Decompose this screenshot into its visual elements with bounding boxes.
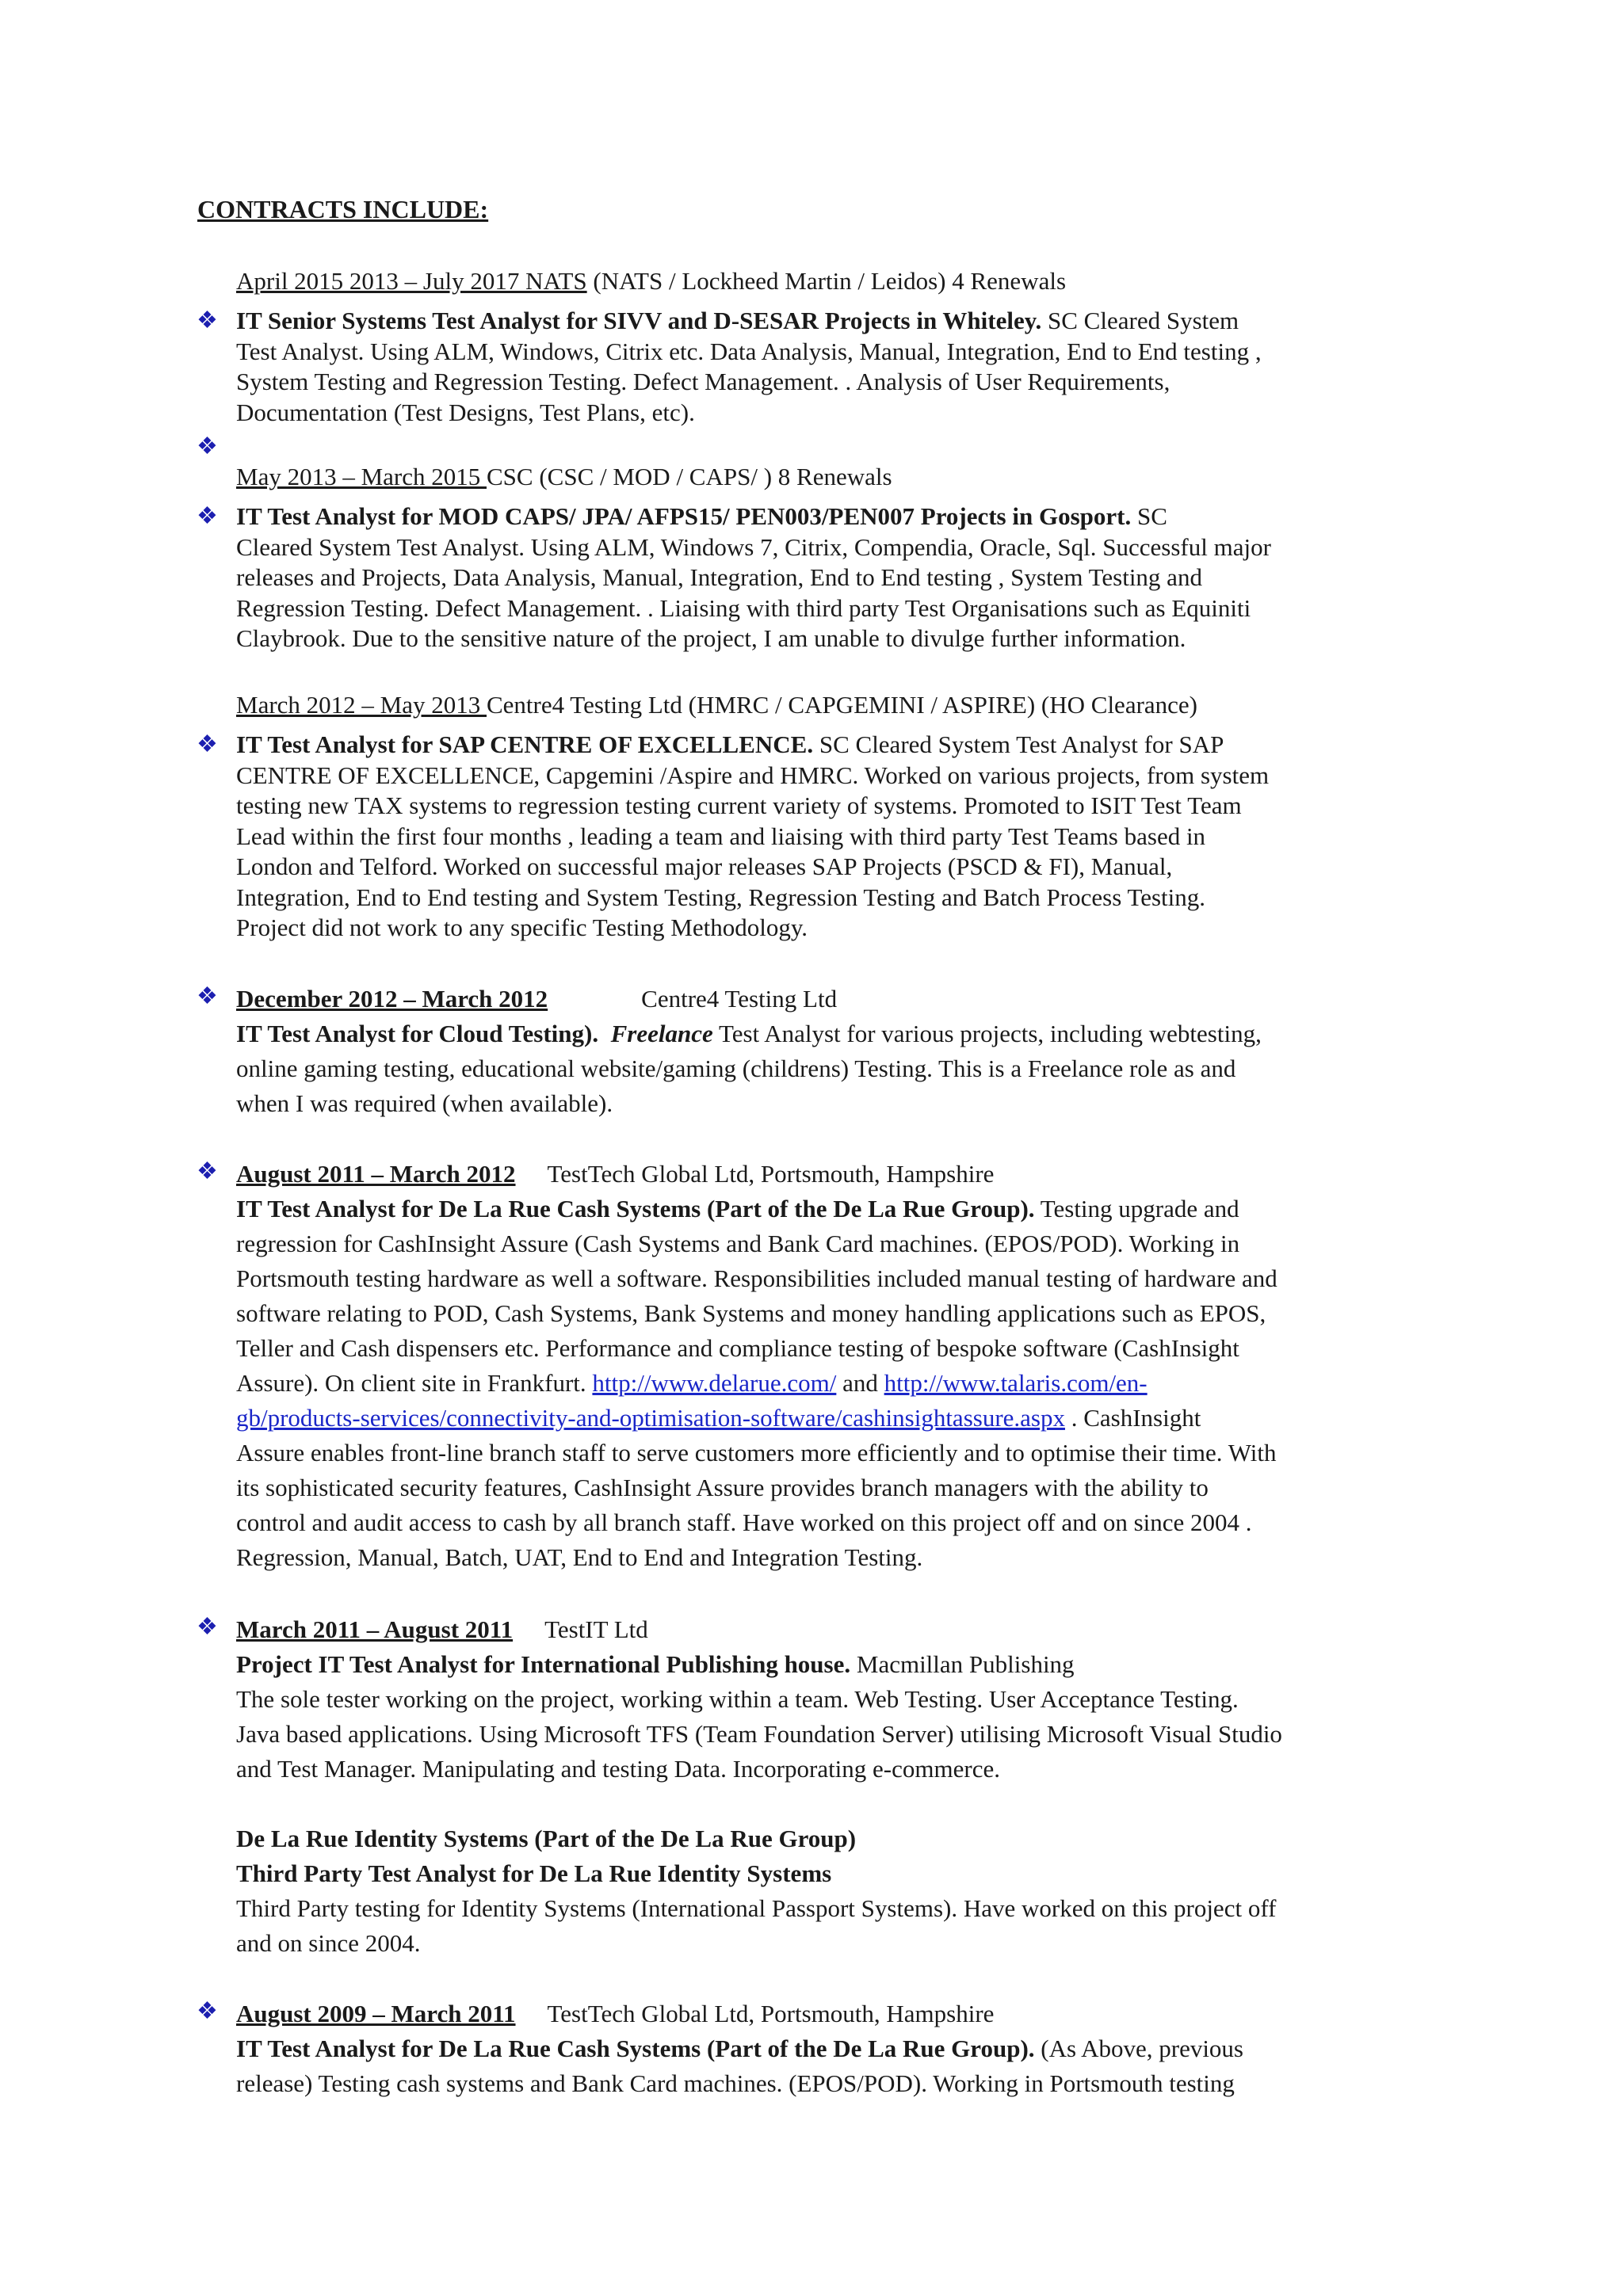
entry-text: Cleared System Test Analyst. Using ALM, Windows 7, Citrix, Compendia, Oracle, Sql. Successful major <box>236 532 1271 561</box>
entry-text: Regression Testing. Defect Management. . Liaising with third party Test Organisations such as Equiniti <box>236 593 1251 622</box>
entry-text: Assure enables front-line branch staff to serve customers more efficiently and to optimise their time. With <box>236 1439 1277 1466</box>
entry-text: London and Telford. Worked on successful major releases SAP Projects (PSCD & FI), Manual, <box>236 852 1173 880</box>
entry-client: TestIT Ltd <box>544 1615 648 1643</box>
entry-text: when I was required (when available). <box>236 1089 613 1117</box>
entry-text: releases and Projects, Data Analysis, Manual, Integration, End to End testing , System Testing and <box>236 563 1202 591</box>
entry-text: testing new TAX systems to regression testing current variety of systems. Promoted to ISIT Test Team <box>236 791 1242 819</box>
entry-text: release) Testing cash systems and Bank Card machines. (EPOS/POD). Working in Portsmouth testing <box>236 2069 1235 2097</box>
entry-text: software relating to POD, Cash Systems, Bank Systems and money handling applications such as EPOS, <box>236 1299 1266 1327</box>
entry-text: and on since 2004. <box>236 1929 421 1957</box>
diamond-bullet-icon: ❖ <box>197 433 218 460</box>
entry-text: Teller and Cash dispensers etc. Performance and compliance testing of bespoke software (CashInsight <box>236 1334 1239 1362</box>
contract-entry-centre4 <box>236 690 1441 721</box>
entry-title: De La Rue Identity Systems (Part of the De La Rue Group) <box>236 1825 857 1852</box>
entry-date: August 2011 – March 2012 <box>236 1160 516 1188</box>
entry-text: and Test Manager. Manipulating and testing Data. Incorporating e-commerce. <box>236 1755 1000 1783</box>
entry-title: Project IT Test Analyst for International Publishing house. <box>236 1650 851 1678</box>
entry-client: (NATS / Lockheed Martin / Leidos) 4 Renewals <box>586 267 1067 295</box>
entry-text: Regression, Manual, Batch, UAT, End to End and Integration Testing. <box>236 1543 923 1571</box>
diamond-bullet-icon: ❖ <box>197 503 218 529</box>
entry-text: SC Cleared System <box>1041 307 1239 334</box>
entry-text: control and audit access to cash by all branch staff. Have worked on this project off and on since 2004 . <box>236 1508 1252 1536</box>
entry-date: April 2015 2013 – July 2017 NATS <box>236 267 587 295</box>
diamond-bullet-icon: ❖ <box>197 983 218 1009</box>
entry-title: IT Test Analyst for De La Rue Cash Systems (Part of the De La Rue Group). <box>236 2035 1035 2062</box>
entry-date: August 2009 – March 2011 <box>236 2000 516 2027</box>
entry-text: its sophisticated security features, CashInsight Assure provides branch managers with the ability to <box>236 1474 1209 1501</box>
entry-text: Test Analyst for various projects, including webtesting, <box>712 1020 1262 1047</box>
entry-text: Java based applications. Using Microsoft TFS (Team Foundation Server) utilising Microsoft Visual Studio <box>236 1720 1282 1748</box>
entry-date: March 2012 – May 2013 <box>236 691 487 719</box>
contract-entry-macmillan <box>197 1612 1441 1787</box>
entry-text: SC Cleared System Test Analyst for SAP <box>813 730 1224 758</box>
contract-entry-centre4-body <box>197 730 1441 944</box>
entry-text: Claybrook. Due to the sensitive nature of the project, I am unable to divulge further information. <box>236 624 1186 652</box>
contracts-heading: CONTRACTS INCLUDE: <box>197 195 489 223</box>
entry-client: Centre4 Testing Ltd <box>641 985 838 1013</box>
contract-entry-cloud <box>197 982 1441 1121</box>
entry-date: March 2011 – August 2011 <box>236 1615 514 1643</box>
entry-text: Lead within the first four months , leading a team and liaising with third party Test Teams based in <box>236 822 1206 850</box>
entry-subtitle: Third Party Test Analyst for De La Rue Identity Systems <box>236 1859 832 1887</box>
diamond-bullet-icon: ❖ <box>197 1998 218 2024</box>
entry-date: December 2012 – March 2012 <box>236 985 548 1013</box>
entry-text: Macmillan Publishing <box>850 1650 1075 1678</box>
freelance-label: Freelance <box>610 1020 713 1047</box>
entry-client: TestTech Global Ltd, Portsmouth, Hampshire <box>547 2000 995 2027</box>
entry-text: Test Analyst. Using ALM, Windows, Citrix etc. Data Analysis, Manual, Integration, End to End testing , <box>236 337 1262 365</box>
entry-client: CSC (CSC / MOD / CAPS/ ) 8 Renewals <box>486 463 892 490</box>
contract-entry-csc <box>236 462 1441 493</box>
diamond-bullet-icon: ❖ <box>197 1158 218 1184</box>
diamond-bullet-icon: ❖ <box>197 307 218 334</box>
entry-date: May 2013 – March 2015 <box>236 463 487 490</box>
diamond-bullet-icon: ❖ <box>197 1614 218 1640</box>
entry-text: regression for CashInsight Assure (Cash Systems and Bank Card machines. (EPOS/POD). Working in <box>236 1230 1240 1257</box>
entry-text: and <box>836 1369 884 1397</box>
contract-entry-delarue-2009 <box>197 1997 1441 2101</box>
entry-text: Third Party testing for Identity Systems (International Passport Systems). Have worked on this project off <box>236 1894 1277 1922</box>
entry-text: The sole tester working on the project, working within a team. Web Testing. User Acceptance Testing. <box>236 1685 1239 1713</box>
entry-title: IT Test Analyst for SAP CENTRE OF EXCELLENCE. <box>236 730 814 758</box>
entry-text: Integration, End to End testing and System Testing, Regression Testing and Batch Process Testing. <box>236 883 1206 911</box>
entry-title: IT Test Analyst for De La Rue Cash Systems (Part of the De La Rue Group). <box>236 1195 1035 1222</box>
entry-text: Portsmouth testing hardware as well a software. Responsibilities included manual testing of hardware and <box>236 1264 1277 1292</box>
entry-text: (As Above, previous <box>1034 2035 1244 2062</box>
contract-entry-csc-body <box>197 502 1441 654</box>
contract-entry-delarue-cash <box>197 1157 1441 1575</box>
entry-client: Centre4 Testing Ltd (HMRC / CAPGEMINI / ASPIRE) (HO Clearance) <box>486 691 1198 719</box>
entry-text: Project did not work to any specific Testing Methodology. <box>236 913 808 941</box>
entry-client: TestTech Global Ltd, Portsmouth, Hampshire <box>547 1160 995 1188</box>
entry-text: System Testing and Regression Testing. Defect Management. . Analysis of User Requirements, <box>236 368 1170 395</box>
entry-text: . CashInsight <box>1064 1404 1201 1432</box>
talaris-link[interactable]: http://www.talaris.com/en- <box>884 1369 1148 1397</box>
diamond-bullet-icon: ❖ <box>197 731 218 757</box>
talaris-link-continued[interactable]: gb/products-services/connectivity-and-optimisation-software/cashinsightassure.aspx <box>236 1404 1065 1432</box>
contract-entry-nats <box>236 266 1441 297</box>
entry-text: SC <box>1131 502 1167 530</box>
entry-text: Documentation (Test Designs, Test Plans, etc). <box>236 398 695 426</box>
contract-entry-nats-body <box>197 306 1441 428</box>
entry-text: CENTRE OF EXCELLENCE, Capgemini /Aspire and HMRC. Worked on various projects, from system <box>236 761 1270 789</box>
delarue-link[interactable]: http://www.delarue.com/ <box>592 1369 837 1397</box>
entry-title: IT Test Analyst for MOD CAPS/ JPA/ AFPS15/ PEN003/PEN007 Projects in Gosport. <box>236 502 1132 530</box>
entry-text: Assure). On client site in Frankfurt. <box>236 1369 593 1397</box>
contract-entry-identity <box>236 1821 1441 1961</box>
entry-text: online gaming testing, educational website/gaming (childrens) Testing. This is a Freelance role as and <box>236 1055 1236 1082</box>
entry-title: IT Test Analyst for Cloud Testing). <box>236 1020 599 1047</box>
entry-title: IT Senior Systems Test Analyst for SIVV and D-SESAR Projects in Whiteley. <box>236 307 1042 334</box>
entry-text: Testing upgrade and <box>1034 1195 1239 1222</box>
